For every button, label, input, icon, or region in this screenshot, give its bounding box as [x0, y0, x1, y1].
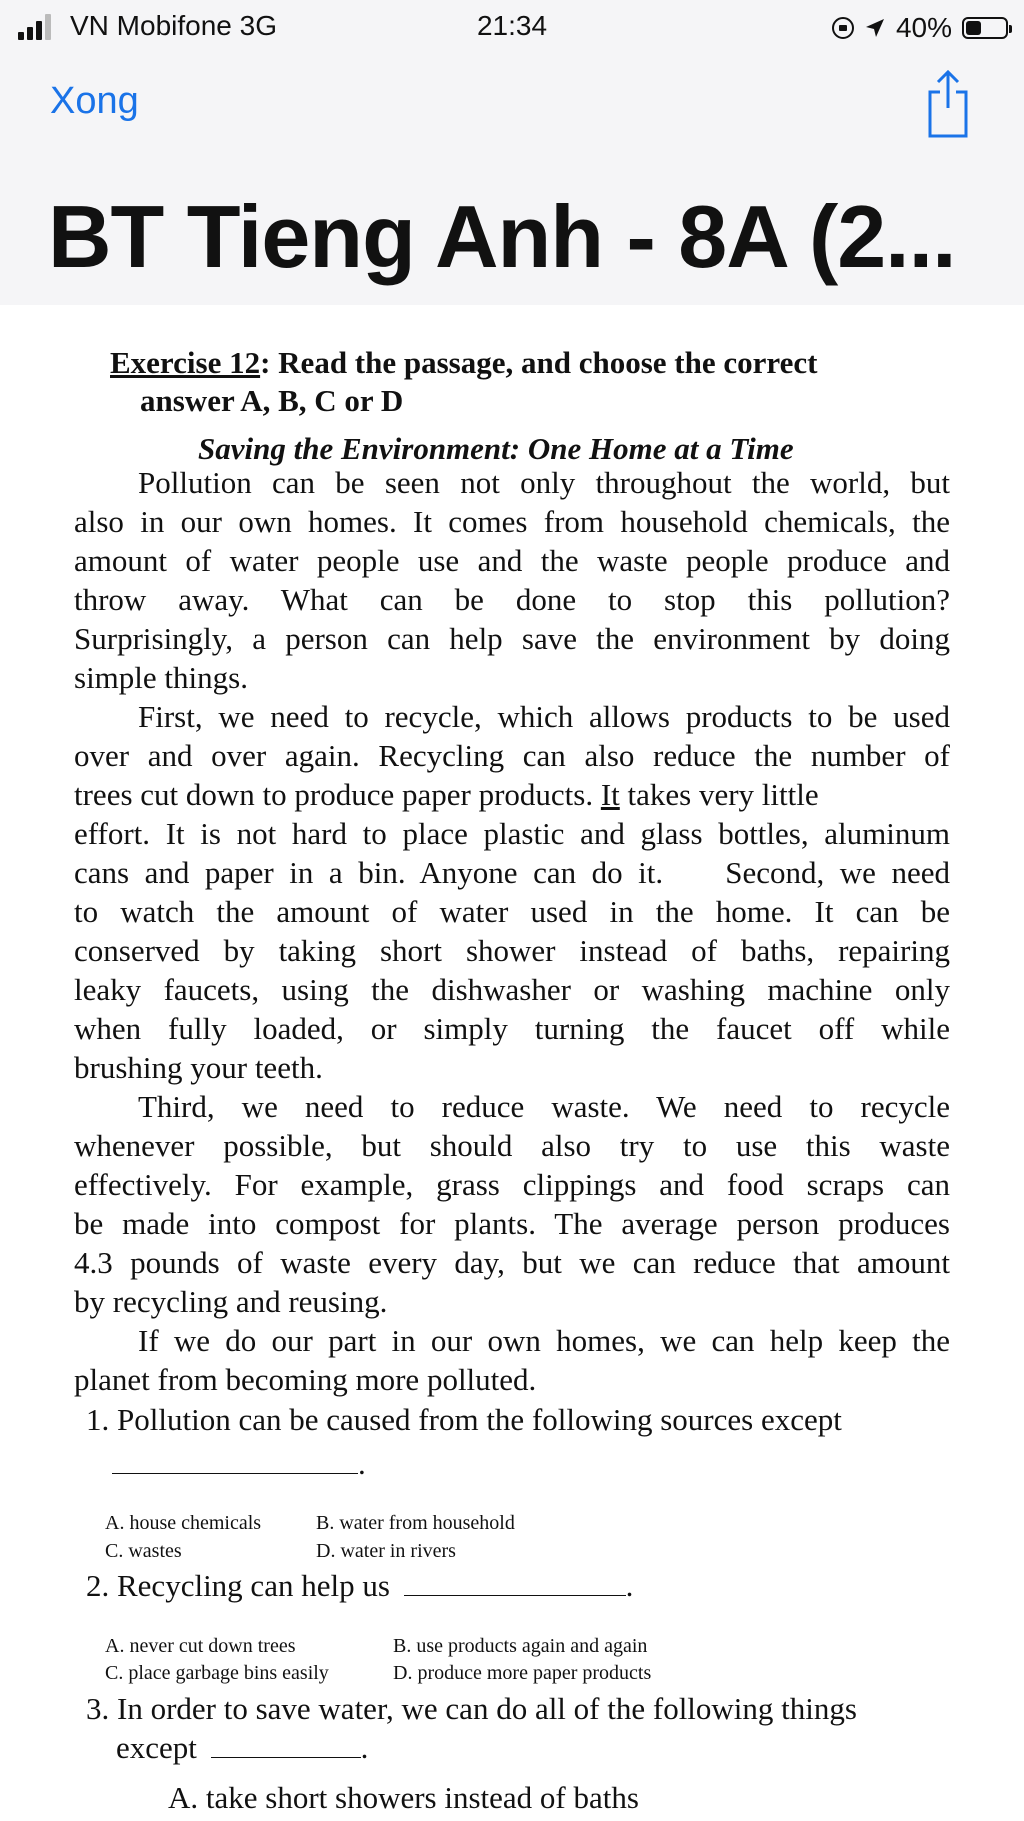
question-1-option-a: A. house chemicals [105, 1512, 262, 1534]
question-1-option-d: D. water in rivers [316, 1540, 456, 1562]
passage-line: First, we need to recycle, which allows products to be used [138, 699, 950, 734]
status-bar [0, 0, 1024, 56]
passage-line: over and over again. Recycling can also reduce the number of [74, 738, 950, 773]
passage-line: be made into compost for plants. The average person produces [74, 1206, 950, 1241]
question-2-option-a: A. never cut down trees [105, 1635, 296, 1657]
passage-line: If we do our part in our own homes, we can help keep the [138, 1323, 950, 1358]
passage-line: to watch the amount of water used in the home. It can be [74, 894, 950, 929]
passage-line-with-underline: trees cut down to produce paper products. It takes very little [74, 777, 819, 812]
question-1-blank: . [112, 1445, 366, 1482]
passage-line: conserved by taking short shower instead of baths, repairing [74, 933, 950, 968]
question-1-option-c: C. wastes [105, 1540, 182, 1562]
passage-line: whenever possible, but should also try to use this waste [74, 1128, 950, 1163]
exercise-heading [110, 344, 950, 381]
passage-line: Surprisingly, a person can help save the environment by doing [74, 621, 950, 656]
question-3-option-a: A. take short showers instead of baths [168, 1780, 639, 1815]
question-1-option-b: B. water from household [316, 1512, 515, 1534]
battery-percent: 40% [895, 12, 952, 43]
top-bar [0, 0, 1024, 305]
passage-line: effectively. For example, grass clippings and food scraps can [74, 1167, 950, 1202]
passage-line: also in our own homes. It comes from household chemicals, the [74, 504, 950, 539]
passage-line: throw away. What can be done to stop this pollution? [74, 582, 950, 617]
document-page [0, 305, 1024, 1821]
passage-line: amount of water people use and the waste people produce and [74, 543, 950, 578]
question-1-stem: 1. Pollution can be caused from the following sources except [86, 1402, 842, 1437]
share-icon[interactable] [926, 68, 970, 140]
carrier-label: VN Mobifone 3G [70, 10, 277, 41]
question-3-stem-cont: except . [116, 1730, 369, 1765]
passage-line: by recycling and reusing. [74, 1284, 388, 1319]
underlined-word: It [600, 777, 620, 812]
battery-icon [962, 17, 1008, 39]
passage-line: 4.3 pounds of waste every day, but we can reduce that amount [74, 1245, 950, 1280]
clock: 21:34 [476, 10, 548, 41]
done-button[interactable]: Xong [50, 80, 139, 122]
question-2-option-b: B. use products again and again [393, 1635, 648, 1657]
question-2-option-c: C. place garbage bins easily [105, 1662, 329, 1684]
battery-level [966, 21, 981, 35]
rotation-lock-icon [832, 17, 854, 39]
passage-line: brushing your teeth. [74, 1050, 323, 1085]
passage-line: Pollution can be seen not only throughout the world, but [138, 465, 950, 500]
passage-line: planet from becoming more polluted. [74, 1362, 537, 1397]
passage-line: simple things. [74, 660, 248, 695]
question-2-stem: 2. Recycling can help us . [86, 1568, 634, 1603]
exercise-label: Exercise 12 [110, 345, 261, 380]
passage-line: when fully loaded, or simply turning the faucet off while [74, 1011, 950, 1046]
status-right [832, 10, 1008, 46]
passage-line: Third, we need to reduce waste. We need to recycle [138, 1089, 950, 1124]
passage-line: effort. It is not hard to place plastic and glass bottles, aluminum [74, 816, 950, 851]
passage-title: Saving the Environment: One Home at a Time [198, 431, 794, 466]
location-arrow-icon [864, 17, 886, 39]
passage-line: cans and paper in a bin. Anyone can do it. Second, we need [74, 855, 950, 890]
question-2-option-d: D. produce more paper products [393, 1662, 652, 1684]
document-title: BT Tieng Anh - 8A (2... [48, 187, 956, 286]
passage-line: leaky faucets, using the dishwasher or washing machine only [74, 972, 950, 1007]
instruction-line-1: : Read the passage, and choose the correct [260, 345, 818, 380]
instruction-line-2: answer A, B, C or D [140, 383, 404, 418]
question-3-stem: 3. In order to save water, we can do all of the following things [86, 1691, 857, 1726]
